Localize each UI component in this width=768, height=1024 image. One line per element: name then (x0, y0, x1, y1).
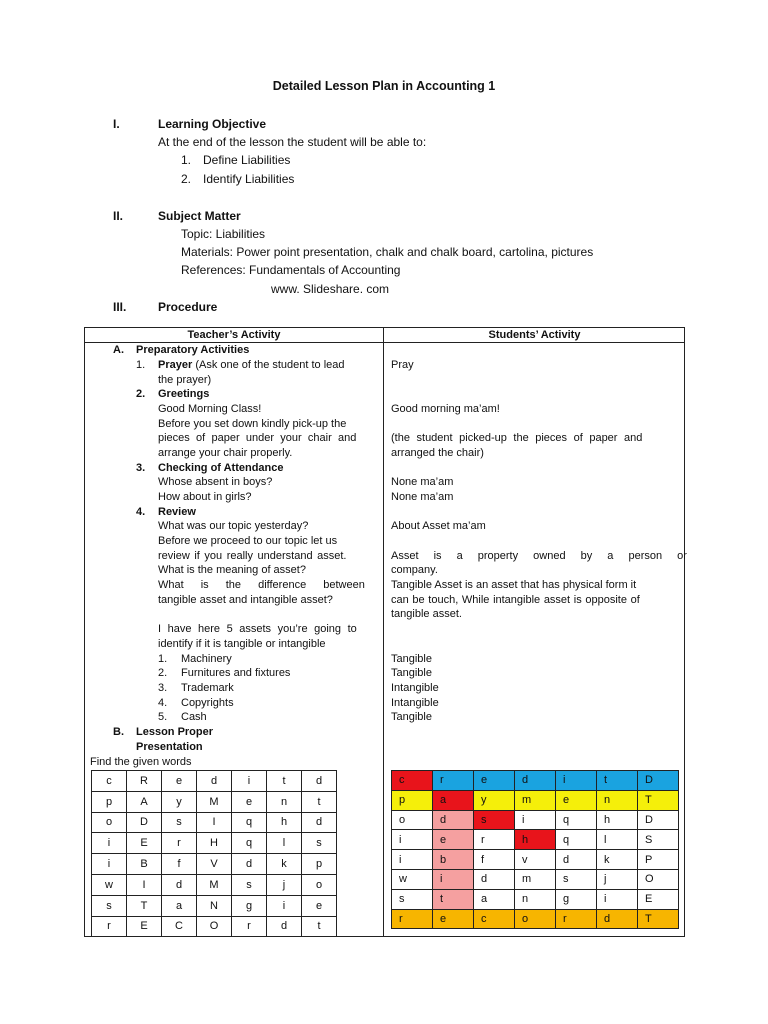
objective-item: Identify Liabilities (203, 172, 295, 186)
attendance-title: Checking of Attendance (158, 462, 284, 474)
prayer-instruction-cont: the prayer) (158, 374, 212, 386)
student-response-attendance: None ma’am (391, 491, 454, 503)
grid-row (392, 889, 679, 909)
grid-cell: i (433, 869, 474, 889)
grid-cell: p (92, 791, 127, 812)
grid-cell: a (433, 790, 474, 810)
student-response-asset: company. (391, 564, 438, 576)
grid-cell: q (556, 830, 597, 850)
student-response-topic: About Asset ma’am (391, 520, 486, 532)
student-response-asset: Asset is a property owned by a person or (391, 550, 687, 562)
part-a-letter: A. (113, 344, 124, 356)
grid-cell: y (474, 790, 515, 810)
grid-cell: R (127, 771, 162, 792)
column-divider (383, 327, 384, 937)
greetings-line: Before you set down kindly pick-up the (158, 418, 347, 430)
attendance-line: How about in girls? (158, 491, 252, 503)
grid-cell: s (162, 812, 197, 833)
prayer-number: 1. (136, 359, 146, 371)
grid-cell: d (433, 810, 474, 830)
grid-cell: r (232, 916, 267, 937)
review-number: 4. (136, 506, 146, 518)
grid-cell: t (302, 916, 337, 937)
grid-row (392, 771, 679, 791)
grid-row (392, 909, 679, 929)
grid-cell: f (474, 850, 515, 870)
grid-cell: P (638, 850, 679, 870)
objective-item-number: 1. (181, 153, 192, 167)
review-line: What was our topic yesterday? (158, 520, 309, 532)
grid-cell: c (92, 771, 127, 792)
grid-cell: s (392, 889, 433, 909)
grid-cell: E (127, 833, 162, 854)
grid-cell: A (127, 791, 162, 812)
grid-row (92, 854, 337, 875)
grid-cell: O (638, 869, 679, 889)
asset-item: Trademark (181, 682, 234, 694)
attendance-line: Whose absent in boys? (158, 476, 273, 488)
asset-item: Machinery (181, 653, 232, 665)
grid-cell: M (197, 874, 232, 895)
grid-cell: B (127, 854, 162, 875)
part-b-subtitle: Presentation (136, 741, 203, 753)
grid-cell: d (302, 771, 337, 792)
grid-cell: n (597, 790, 638, 810)
grid-cell: r (392, 909, 433, 929)
grid-cell: e (232, 791, 267, 812)
grid-cell: q (232, 833, 267, 854)
student-response-tangible: Tangible Asset is an asset that has physical form it (391, 579, 637, 591)
grid-cell: w (92, 874, 127, 895)
prayer-instruction: (Ask one of the student to lead (192, 359, 345, 371)
reference-url: www. Slideshare. com (271, 282, 390, 296)
grid-cell: E (638, 889, 679, 909)
asset-item: Copyrights (181, 697, 234, 709)
find-words-instruction: Find the given words (90, 756, 192, 768)
subject-topic: Topic: Liabilities (181, 227, 266, 241)
review-title: Review (158, 506, 196, 518)
grid-cell: C (162, 916, 197, 937)
grid-cell: l (267, 833, 302, 854)
grid-cell: M (197, 791, 232, 812)
grid-cell: v (515, 850, 556, 870)
grid-cell: e (433, 909, 474, 929)
grid-cell: i (597, 889, 638, 909)
grid-cell: D (638, 771, 679, 791)
grid-cell: g (232, 895, 267, 916)
grid-cell: i (392, 830, 433, 850)
section-heading-subject: Subject Matter (158, 209, 241, 223)
grid-cell: n (515, 889, 556, 909)
part-a-title: Preparatory Activities (136, 344, 250, 356)
greetings-line: Good Morning Class! (158, 403, 262, 415)
grid-cell: e (302, 895, 337, 916)
greetings-line: arrange your chair properly. (158, 447, 293, 459)
student-answer: Tangible (391, 667, 432, 679)
grid-cell: E (127, 916, 162, 937)
student-response-greet: Good morning ma’am! (391, 403, 500, 415)
grid-cell: D (127, 812, 162, 833)
grid-cell: i (92, 833, 127, 854)
attendance-number: 3. (136, 462, 146, 474)
grid-row (92, 874, 337, 895)
grid-cell: T (638, 909, 679, 929)
section-numeral-1: I. (113, 117, 120, 131)
grid-cell: r (433, 771, 474, 791)
grid-cell: a (162, 895, 197, 916)
grid-cell: s (556, 869, 597, 889)
grid-cell: o (302, 874, 337, 895)
section-numeral-2: II. (113, 209, 124, 223)
grid-cell: k (267, 854, 302, 875)
grid-cell: S (638, 830, 679, 850)
grid-cell: i (232, 771, 267, 792)
grid-cell: f (162, 854, 197, 875)
subject-references: References: Fundamentals of Accounting (181, 263, 401, 277)
asset-number: 2. (158, 667, 168, 679)
greetings-title: Greetings (158, 388, 210, 400)
asset-number: 3. (158, 682, 168, 694)
grid-cell: r (162, 833, 197, 854)
grid-cell: e (433, 830, 474, 850)
grid-cell: T (638, 790, 679, 810)
student-answer: Intangible (391, 697, 439, 709)
grid-row (92, 916, 337, 937)
grid-cell: D (638, 810, 679, 830)
grid-cell: q (556, 810, 597, 830)
grid-cell: d (267, 916, 302, 937)
grid-cell: e (474, 771, 515, 791)
asset-item: Cash (181, 711, 207, 723)
grid-cell: s (92, 895, 127, 916)
grid-cell: s (474, 810, 515, 830)
grid-cell: h (267, 812, 302, 833)
word-search-solution (391, 770, 679, 929)
grid-cell: k (597, 850, 638, 870)
grid-cell: N (197, 895, 232, 916)
grid-cell: e (556, 790, 597, 810)
grid-cell: w (392, 869, 433, 889)
greetings-number: 2. (136, 388, 146, 400)
student-response-picked: arranged the chair) (391, 447, 484, 459)
grid-cell: c (392, 771, 433, 791)
grid-row (92, 771, 337, 792)
student-answer: Tangible (391, 711, 432, 723)
grid-cell: s (302, 833, 337, 854)
grid-cell: i (392, 850, 433, 870)
review-line: I have here 5 assets you’re going to (158, 623, 357, 635)
grid-cell: I (197, 812, 232, 833)
grid-cell: o (92, 812, 127, 833)
grid-row (92, 833, 337, 854)
grid-cell: t (302, 791, 337, 812)
grid-row (392, 830, 679, 850)
grid-cell: m (515, 790, 556, 810)
section-heading-procedure: Procedure (158, 300, 218, 314)
grid-cell: y (162, 791, 197, 812)
objective-intro: At the end of the lesson the student will be able to: (158, 135, 427, 149)
asset-number: 5. (158, 711, 168, 723)
grid-cell: r (556, 909, 597, 929)
grid-row (392, 850, 679, 870)
grid-cell: d (597, 909, 638, 929)
word-search-puzzle (91, 770, 337, 937)
grid-cell: d (515, 771, 556, 791)
grid-cell: d (556, 850, 597, 870)
grid-cell: d (232, 854, 267, 875)
grid-row (392, 810, 679, 830)
header-teacher-activity: Teacher’s Activity (187, 329, 281, 341)
student-answer: Intangible (391, 682, 439, 694)
grid-cell: h (597, 810, 638, 830)
grid-cell: o (392, 810, 433, 830)
grid-cell: j (267, 874, 302, 895)
grid-cell: O (197, 916, 232, 937)
grid-cell: m (515, 869, 556, 889)
student-response-tangible: tangible asset. (391, 608, 462, 620)
subject-materials: Materials: Power point presentation, chalk and chalk board, cartolina, pictures (181, 245, 594, 259)
objective-item-number: 2. (181, 172, 192, 186)
grid-cell: n (267, 791, 302, 812)
grid-cell: g (556, 889, 597, 909)
review-line: What is the meaning of asset? (158, 564, 306, 576)
grid-cell: s (232, 874, 267, 895)
grid-cell: c (474, 909, 515, 929)
grid-cell: q (232, 812, 267, 833)
student-response-picked: (the student picked-up the pieces of paper and (391, 432, 643, 444)
grid-cell: b (433, 850, 474, 870)
grid-cell: l (597, 830, 638, 850)
grid-cell: T (127, 895, 162, 916)
student-response-tangible: can be touch, While intangible asset is opposite of (391, 594, 640, 606)
asset-item: Furnitures and fixtures (181, 667, 291, 679)
asset-number: 4. (158, 697, 168, 709)
grid-cell: r (474, 830, 515, 850)
student-response-pray: Pray (391, 359, 414, 371)
objective-item: Define Liabilities (203, 153, 291, 167)
grid-cell: p (302, 854, 337, 875)
review-line: review if you really understand asset. (158, 550, 347, 562)
grid-row (92, 812, 337, 833)
header-students-activity: Students’ Activity (488, 329, 581, 341)
prayer-title: Prayer (158, 359, 193, 371)
grid-cell: d (197, 771, 232, 792)
grid-row (392, 869, 679, 889)
student-answer: Tangible (391, 653, 432, 665)
document-title: Detailed Lesson Plan in Accounting 1 (272, 79, 496, 93)
prayer-line (158, 358, 345, 373)
grid-cell: i (92, 854, 127, 875)
grid-cell: d (474, 869, 515, 889)
review-line: tangible asset and intangible asset? (158, 594, 333, 606)
grid-cell: t (433, 889, 474, 909)
review-line: identify if it is tangible or intangible (158, 638, 326, 650)
grid-cell: i (515, 810, 556, 830)
grid-cell: i (267, 895, 302, 916)
part-b-letter: B. (113, 726, 124, 738)
grid-cell: H (197, 833, 232, 854)
part-b-title: Lesson Proper (136, 726, 214, 738)
grid-cell: d (302, 812, 337, 833)
asset-number: 1. (158, 653, 168, 665)
student-response-attendance: None ma’am (391, 476, 454, 488)
section-heading-objective: Learning Objective (158, 117, 267, 131)
grid-cell: j (597, 869, 638, 889)
grid-cell: e (162, 771, 197, 792)
grid-cell: t (597, 771, 638, 791)
greetings-line: pieces of paper under your chair and (158, 432, 357, 444)
section-numeral-3: III. (113, 300, 127, 314)
review-line: Before we proceed to our topic let us (158, 535, 338, 547)
grid-cell: o (515, 909, 556, 929)
grid-cell: d (162, 874, 197, 895)
grid-cell: t (267, 771, 302, 792)
grid-cell: a (474, 889, 515, 909)
grid-row (92, 791, 337, 812)
grid-row (392, 790, 679, 810)
grid-cell: I (127, 874, 162, 895)
grid-cell: V (197, 854, 232, 875)
grid-cell: p (392, 790, 433, 810)
grid-cell: r (92, 916, 127, 937)
grid-cell: i (556, 771, 597, 791)
review-line: What is the difference between (158, 579, 365, 591)
grid-row (92, 895, 337, 916)
grid-cell: h (515, 830, 556, 850)
